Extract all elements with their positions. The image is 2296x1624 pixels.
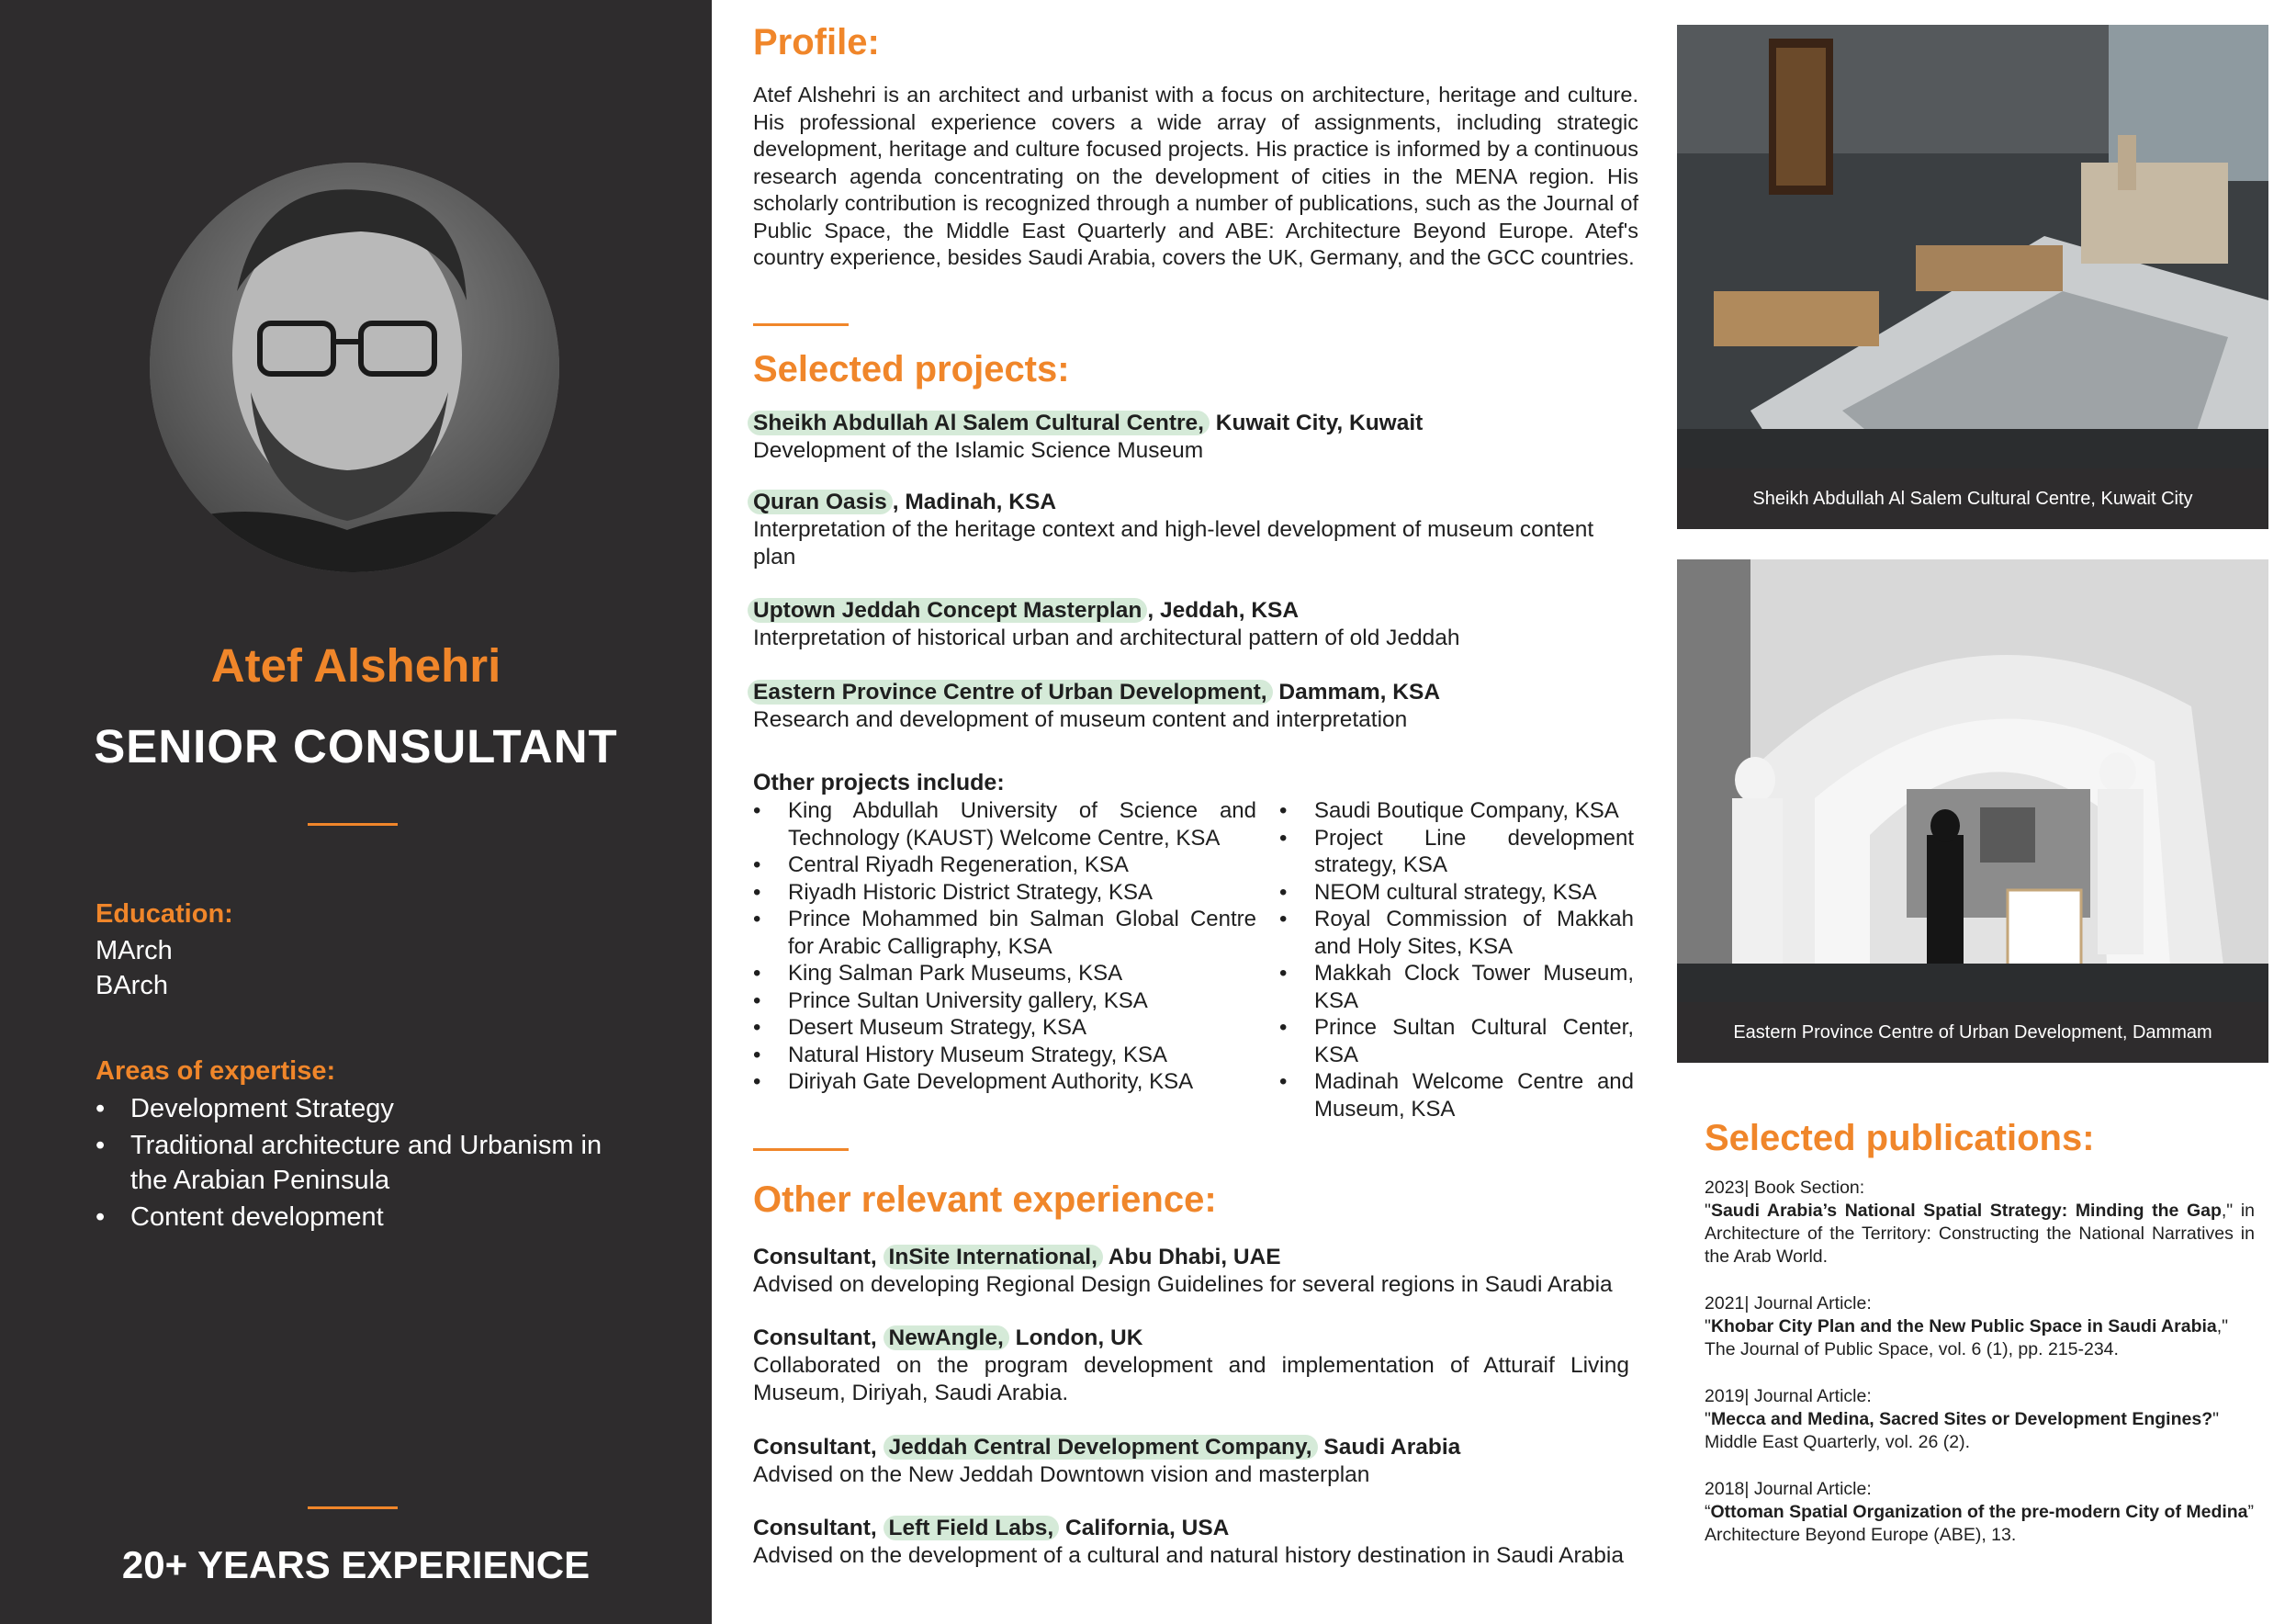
list-item: • Makkah Clock Tower Museum, KSA xyxy=(1279,960,1634,1014)
experience-entry xyxy=(753,1244,1638,1299)
project-entry xyxy=(753,489,1638,571)
project-description: Research and development of museum content and interpretation xyxy=(753,707,1408,732)
experience-prefix: Consultant, xyxy=(753,1435,884,1460)
project-description: Development of the Islamic Science Museum xyxy=(753,438,1204,463)
publication-source: in Architecture of the Territory: Constructing the National Narratives in the Arab World. xyxy=(1705,1201,2255,1267)
publications-heading: Selected publications: xyxy=(1705,1118,2095,1158)
list-item: • Prince Mohammed bin Salman Global Centre for Arabic Calligraphy, KSA xyxy=(753,906,1256,960)
publication-title: Ottoman Spatial Organization of the pre-modern City of Medina xyxy=(1710,1502,2248,1522)
divider xyxy=(753,323,849,326)
avatar xyxy=(150,163,559,572)
publication-title: Khobar City Plan and the New Public Space in Saudi Arabia xyxy=(1710,1316,2217,1336)
project-description: Interpretation of the heritage context and high-level development of museum content plan xyxy=(753,517,1594,570)
divider xyxy=(308,823,398,826)
experience-description: Collaborated on the program development and implementation of Atturaif Living Museum, Diriyah, Saudi Arabia. xyxy=(753,1353,1629,1405)
project-description: Interpretation of historical urban and architectural pattern of old Jeddah xyxy=(753,626,1460,650)
list-item: • Natural History Museum Strategy, KSA xyxy=(753,1042,1256,1069)
publication-entry xyxy=(1705,1177,2255,1269)
profile-text: Atef Alshehri is an architect and urbanist with a focus on architecture, heritage and culture. His professional experience covers a wide array of assignments, including strategic development, heritage and culture focused projects. His practice is informed by a continuous research agenda concentrating on the development of cities in the MENA region. His scholarly contribution is recognized through a number of publications, such as the Journal of Public Space, the Middle East Quarterly and ABE: Architecture Beyond Europe. Atef's country experience, besides Saudi Arabia, covers the UK, Germany, and the GCC countries. xyxy=(753,83,1638,269)
experience-heading: Other relevant experience: xyxy=(753,1179,1217,1220)
publication-entry xyxy=(1705,1478,2255,1547)
quote-close: " xyxy=(2212,1409,2220,1429)
list-item: • Diriyah Gate Development Authority, KSA xyxy=(753,1068,1256,1096)
publication-source: The Journal of Public Space, vol. 6 (1), pp. 215-234. xyxy=(1705,1339,2119,1359)
publication-entry xyxy=(1705,1292,2255,1361)
person-name: Atef Alshehri xyxy=(210,639,501,692)
person-role: SENIOR CONSULTANT xyxy=(94,720,618,773)
quote-close: ," xyxy=(2221,1201,2234,1221)
project-location: Kuwait City, Kuwait xyxy=(1210,411,1424,435)
experience-location: California, USA xyxy=(1059,1516,1230,1540)
education-item: MArch xyxy=(96,936,173,965)
list-item: • Royal Commission of Makkah and Holy Sites, KSA xyxy=(1279,906,1634,960)
quote-close: ," xyxy=(2216,1316,2229,1336)
projects-heading: Selected projects: xyxy=(753,349,1070,389)
education-heading: Education: xyxy=(96,899,233,929)
quote-open: " xyxy=(1705,1316,1711,1336)
list-item: • Prince Sultan University gallery, KSA xyxy=(753,987,1256,1015)
list-item: • Development Strategy xyxy=(96,1091,610,1126)
publication-kind: 2019| Journal Article: xyxy=(1705,1386,1872,1406)
experience-org: NewAngle, xyxy=(884,1325,1009,1350)
profile-heading: Profile: xyxy=(753,22,880,62)
experience-years: 20+ YEARS EXPERIENCE xyxy=(121,1543,591,1586)
project-location: , Madinah, KSA xyxy=(892,490,1057,514)
list-item: • King Abdullah University of Science and Technology (KAUST) Welcome Centre, KSA xyxy=(753,797,1256,851)
project-location: Dammam, KSA xyxy=(1272,680,1441,705)
publication-source: Architecture Beyond Europe (ABE), 13. xyxy=(1705,1525,2017,1545)
list-item: • Project Line development strategy, KSA xyxy=(1279,825,1634,879)
experience-org: Jeddah Central Development Company, xyxy=(884,1435,1318,1460)
project-name: Sheikh Abdullah Al Salem Cultural Centre, xyxy=(748,411,1210,435)
project-entry xyxy=(753,679,1638,734)
expertise-heading: Areas of expertise: xyxy=(96,1056,336,1086)
experience-description: Advised on developing Regional Design Guidelines for several regions in Saudi Arabia xyxy=(753,1272,1613,1297)
list-item: • Central Riyadh Regeneration, KSA xyxy=(753,851,1256,879)
project-entry xyxy=(753,410,1638,465)
photo-caption: Sheikh Abdullah Al Salem Cultural Centre, Kuwait City xyxy=(1677,468,2268,529)
publication-title: Saudi Arabia’s National Spatial Strategy: Minding the Gap xyxy=(1710,1201,2222,1221)
list-item: • Desert Museum Strategy, KSA xyxy=(753,1014,1256,1042)
other-projects-list-right xyxy=(1279,797,1634,1122)
experience-org: Left Field Labs, xyxy=(884,1516,1060,1540)
expertise-list xyxy=(96,1091,610,1236)
museum-photo-bottom xyxy=(1677,559,2268,1002)
experience-location: London, UK xyxy=(1008,1325,1143,1350)
museum-interior-image xyxy=(1677,25,2268,468)
quote-close: ” xyxy=(2247,1502,2255,1522)
divider xyxy=(753,1148,849,1151)
quote-open: " xyxy=(1705,1201,1711,1221)
list-item: • Riyadh Historic District Strategy, KSA xyxy=(753,879,1256,907)
experience-description: Advised on the New Jeddah Downtown vision and masterplan xyxy=(753,1462,1370,1487)
museum-photo-top xyxy=(1677,25,2268,468)
project-entry xyxy=(753,597,1638,652)
publication-kind: 2021| Journal Article: xyxy=(1705,1293,1872,1314)
publication-source: Middle East Quarterly, vol. 26 (2). xyxy=(1705,1432,1970,1452)
publication-kind: 2023| Book Section: xyxy=(1705,1178,1865,1198)
education-item: BArch xyxy=(96,971,168,1000)
list-item: • Traditional architecture and Urbanism in the Arabian Peninsula xyxy=(96,1128,610,1198)
other-projects-list-left xyxy=(753,797,1256,1096)
experience-prefix: Consultant, xyxy=(753,1325,884,1350)
portrait-photo xyxy=(150,163,559,572)
experience-org: InSite International, xyxy=(884,1245,1103,1269)
quote-open: “ xyxy=(1705,1502,1711,1522)
quote-open: " xyxy=(1705,1409,1711,1429)
project-name: Uptown Jeddah Concept Masterplan xyxy=(748,598,1147,623)
experience-entry xyxy=(753,1515,1638,1570)
project-name: Quran Oasis xyxy=(748,490,893,514)
list-item: • King Salman Park Museums, KSA xyxy=(753,960,1256,987)
project-location: , Jeddah, KSA xyxy=(1147,598,1300,623)
project-name: Eastern Province Centre of Urban Development, xyxy=(748,680,1273,705)
list-item: • Saudi Boutique Company, KSA xyxy=(1279,797,1634,825)
experience-prefix: Consultant, xyxy=(753,1245,884,1269)
list-item: • Prince Sultan Cultural Center, KSA xyxy=(1279,1014,1634,1068)
experience-location: Saudi Arabia xyxy=(1317,1435,1461,1460)
photo-caption: Eastern Province Centre of Urban Development, Dammam xyxy=(1677,1002,2268,1063)
publication-kind: 2018| Journal Article: xyxy=(1705,1479,1872,1499)
experience-prefix: Consultant, xyxy=(753,1516,884,1540)
list-item: • Content development xyxy=(96,1200,610,1235)
divider xyxy=(308,1506,398,1509)
experience-location: Abu Dhabi, UAE xyxy=(1102,1245,1281,1269)
publication-entry xyxy=(1705,1385,2255,1454)
exhibition-hall-image xyxy=(1677,559,2268,1002)
experience-entry xyxy=(753,1325,1629,1407)
experience-description: Advised on the development of a cultural and natural history destination in Saudi Arabia xyxy=(753,1543,1624,1568)
list-item: • Madinah Welcome Centre and Museum, KSA xyxy=(1279,1068,1634,1122)
publication-title: Mecca and Medina, Sacred Sites or Development Engines? xyxy=(1710,1409,2213,1429)
experience-entry xyxy=(753,1434,1638,1489)
list-item: • NEOM cultural strategy, KSA xyxy=(1279,879,1634,907)
other-projects-heading: Other projects include: xyxy=(753,770,1005,795)
